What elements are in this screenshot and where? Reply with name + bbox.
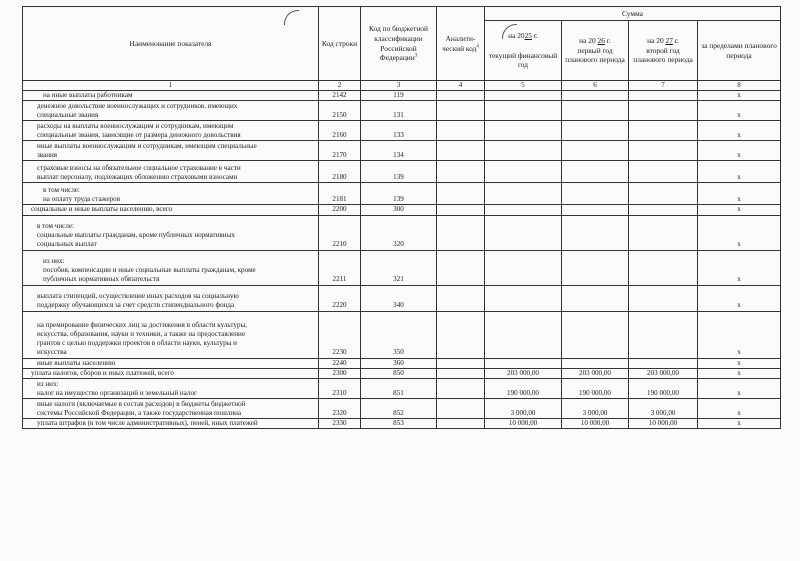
table-row xyxy=(23,141,781,161)
header-year-1: на 2025 г. текущий финансовый год xyxy=(485,21,562,81)
row-analytic xyxy=(437,161,485,183)
row-value-year-1: 3 000,00 xyxy=(485,398,562,418)
row-value-year-2 xyxy=(562,311,629,358)
row-name-line: страховые взносы на обязательное социальное страхование в части xyxy=(37,163,241,172)
row-value-year-2: 190 000,00 xyxy=(562,378,629,398)
row-name-line: социальные выплаты гражданам, кроме публичных нормативных xyxy=(37,231,235,240)
row-beyond: x xyxy=(698,205,781,215)
row-name xyxy=(23,358,319,368)
row-name-line: в том числе: xyxy=(43,185,80,194)
row-value-year-2 xyxy=(562,91,629,101)
row-name-line: специальные звания, зависящие от размера денежного довольствия xyxy=(37,131,241,140)
row-name-line: на премирование физических лиц за достижения в области культуры, xyxy=(37,320,248,329)
row-value-year-1: 10 000,00 xyxy=(485,418,562,428)
row-value-year-3 xyxy=(629,91,698,101)
row-code: 2181 xyxy=(319,183,361,205)
table-row xyxy=(23,250,781,285)
row-kbk: 300 xyxy=(361,205,437,215)
row-name xyxy=(23,378,319,398)
row-value-year-1 xyxy=(485,205,562,215)
row-code: 2142 xyxy=(319,91,361,101)
row-value-year-2 xyxy=(562,101,629,121)
budget-table xyxy=(22,6,781,429)
table-row xyxy=(23,368,781,378)
row-name-line: расходы на выплаты военнослужащим и сотрудникам, имеющим xyxy=(37,121,234,130)
table-row xyxy=(23,418,781,428)
row-kbk: 851 xyxy=(361,378,437,398)
row-value-year-1 xyxy=(485,358,562,368)
row-name-line: грантов с целью поддержки проектов в области науки, культуры и xyxy=(37,339,237,348)
table-row xyxy=(23,91,781,101)
row-kbk: 139 xyxy=(361,161,437,183)
row-value-year-2: 203 000,00 xyxy=(562,368,629,378)
row-code: 2330 xyxy=(319,418,361,428)
row-code: 2160 xyxy=(319,121,361,141)
row-name-line: искусства xyxy=(37,348,67,357)
row-kbk: 340 xyxy=(361,285,437,311)
row-name-line: поддержку обучающихся за счет средств стипендиального фонда xyxy=(37,301,235,310)
row-kbk: 133 xyxy=(361,121,437,141)
row-analytic xyxy=(437,101,485,121)
row-name-line: специальные звания xyxy=(37,111,99,120)
row-name-line: из них: xyxy=(43,256,65,265)
row-name xyxy=(23,101,319,121)
colnum: 3 xyxy=(361,81,437,91)
row-name-line: искусства, образования, науки и техники, а также на предоставление xyxy=(37,329,246,338)
row-beyond: x xyxy=(698,121,781,141)
row-analytic xyxy=(437,215,485,250)
row-beyond: x xyxy=(698,378,781,398)
header-year-2: на 20 26 г. первый год планового периода xyxy=(562,21,629,81)
row-value-year-1 xyxy=(485,101,562,121)
row-beyond: x xyxy=(698,368,781,378)
row-value-year-3: 10 000,00 xyxy=(629,418,698,428)
row-beyond: x xyxy=(698,101,781,121)
row-value-year-2 xyxy=(562,121,629,141)
row-beyond: x xyxy=(698,311,781,358)
row-name xyxy=(23,250,319,285)
table-row xyxy=(23,205,781,215)
column-numbers-row xyxy=(23,81,781,91)
row-analytic xyxy=(437,285,485,311)
row-analytic xyxy=(437,183,485,205)
row-name-line: публичных нормативных обязательств xyxy=(43,275,160,284)
row-beyond: x xyxy=(698,183,781,205)
row-value-year-1 xyxy=(485,285,562,311)
row-value-year-1 xyxy=(485,183,562,205)
row-name xyxy=(23,311,319,358)
row-kbk: 350 xyxy=(361,311,437,358)
header-analytic-code: Аналити-ческий код$^4$ xyxy=(437,7,485,81)
table-row xyxy=(23,183,781,205)
row-code: 2310 xyxy=(319,378,361,398)
row-kbk: 850 xyxy=(361,368,437,378)
row-value-year-1 xyxy=(485,311,562,358)
row-value-year-3 xyxy=(629,183,698,205)
row-name xyxy=(23,161,319,183)
row-value-year-3 xyxy=(629,285,698,311)
table-header xyxy=(23,7,781,91)
row-name-line: выплата стипендий, осуществление иных расходов на социальную xyxy=(37,292,239,301)
row-kbk: 320 xyxy=(361,215,437,250)
row-kbk: 119 xyxy=(361,91,437,101)
row-value-year-3 xyxy=(629,121,698,141)
row-name xyxy=(23,368,319,378)
row-code: 2320 xyxy=(319,398,361,418)
row-value-year-1 xyxy=(485,141,562,161)
row-analytic xyxy=(437,121,485,141)
header-name: Наименование показателя xyxy=(23,7,319,81)
row-beyond: x xyxy=(698,141,781,161)
row-analytic xyxy=(437,205,485,215)
row-name xyxy=(23,398,319,418)
row-analytic xyxy=(437,311,485,358)
row-value-year-3 xyxy=(629,205,698,215)
colnum: 8 xyxy=(698,81,781,91)
row-value-year-3 xyxy=(629,101,698,121)
row-name-line: звания xyxy=(37,151,58,160)
row-code: 2300 xyxy=(319,368,361,378)
row-value-year-1 xyxy=(485,161,562,183)
row-value-year-2 xyxy=(562,358,629,368)
row-analytic xyxy=(437,91,485,101)
row-beyond: x xyxy=(698,161,781,183)
table-body xyxy=(23,91,781,429)
row-code: 2240 xyxy=(319,358,361,368)
row-name-line: уплата налогов, сборов и иных платежей, всего xyxy=(31,368,174,377)
table-row xyxy=(23,378,781,398)
row-value-year-2 xyxy=(562,215,629,250)
budget-plan-sheet xyxy=(22,6,780,429)
row-name-line: социальных выплат xyxy=(37,240,97,249)
row-beyond: x xyxy=(698,418,781,428)
row-beyond: x xyxy=(698,215,781,250)
row-name xyxy=(23,91,319,101)
table-row xyxy=(23,215,781,250)
row-name-line: иные налоги (включаемые в состав расходов) в бюджеты бюджетной xyxy=(37,399,246,408)
colnum: 5 xyxy=(485,81,562,91)
row-code: 2200 xyxy=(319,205,361,215)
row-beyond: x xyxy=(698,250,781,285)
row-value-year-2 xyxy=(562,205,629,215)
row-code: 2150 xyxy=(319,101,361,121)
row-name xyxy=(23,285,319,311)
row-kbk: 360 xyxy=(361,358,437,368)
row-beyond: x xyxy=(698,358,781,368)
row-value-year-1 xyxy=(485,250,562,285)
row-beyond: x xyxy=(698,91,781,101)
header-code-row: Код строки xyxy=(319,7,361,81)
row-beyond: x xyxy=(698,398,781,418)
row-name-line: налог на имущество организаций и земельный налог xyxy=(37,388,197,397)
row-value-year-3 xyxy=(629,141,698,161)
row-name-line: иные выплаты населению xyxy=(37,358,116,367)
row-analytic xyxy=(437,358,485,368)
table-row xyxy=(23,311,781,358)
row-name-line: пособия, компенсации и иные социальные выплаты гражданам, кроме xyxy=(43,266,256,275)
row-value-year-3 xyxy=(629,250,698,285)
row-kbk: 853 xyxy=(361,418,437,428)
colnum: 2 xyxy=(319,81,361,91)
row-value-year-3: 3 000,00 xyxy=(629,398,698,418)
row-value-year-1: 203 000,00 xyxy=(485,368,562,378)
row-name-line: из них: xyxy=(37,379,59,388)
row-name xyxy=(23,141,319,161)
row-code: 2170 xyxy=(319,141,361,161)
row-name-line: уплата штрафов (в том числе административных), пеней, иных платежей xyxy=(37,418,258,427)
row-analytic xyxy=(437,141,485,161)
row-name-line: на иные выплаты работникам xyxy=(43,91,133,100)
row-value-year-1 xyxy=(485,91,562,101)
table-row xyxy=(23,101,781,121)
row-value-year-1 xyxy=(485,121,562,141)
table-row xyxy=(23,285,781,311)
row-name xyxy=(23,215,319,250)
row-value-year-2 xyxy=(562,141,629,161)
row-value-year-3: 190 000,00 xyxy=(629,378,698,398)
row-name xyxy=(23,183,319,205)
colnum: 7 xyxy=(629,81,698,91)
row-name-line: на оплату труда стажеров xyxy=(43,195,121,204)
row-name-line: денежное довольствие военнослужащих и сотрудников, имеющих xyxy=(37,101,238,110)
header-year-3: на 20 27 г. второй год планового периода xyxy=(629,21,698,81)
row-kbk: 131 xyxy=(361,101,437,121)
row-code: 2180 xyxy=(319,161,361,183)
row-value-year-3: 203 000,00 xyxy=(629,368,698,378)
row-analytic xyxy=(437,378,485,398)
row-name-line: выплат персоналу, подлежащих обложению страховыми взносами xyxy=(37,173,238,182)
row-kbk: 139 xyxy=(361,183,437,205)
row-value-year-3 xyxy=(629,358,698,368)
row-value-year-3 xyxy=(629,161,698,183)
row-code: 2210 xyxy=(319,215,361,250)
row-name-line: социальные и иные выплаты населению, всего xyxy=(31,205,173,214)
row-value-year-2 xyxy=(562,285,629,311)
row-name-line: системы Российской Федерации, а также государственная пошлина xyxy=(37,408,242,417)
row-code: 2230 xyxy=(319,311,361,358)
table-row xyxy=(23,398,781,418)
row-name xyxy=(23,121,319,141)
row-kbk: 321 xyxy=(361,250,437,285)
row-analytic xyxy=(437,398,485,418)
colnum: 4 xyxy=(437,81,485,91)
row-name-line: в том числе: xyxy=(37,221,74,230)
row-code: 2211 xyxy=(319,250,361,285)
row-name-line: иные выплаты военнослужащим и сотрудникам, имеющим специальные xyxy=(37,141,257,150)
row-code: 2220 xyxy=(319,285,361,311)
table-row xyxy=(23,358,781,368)
header-sum: Сумма xyxy=(485,7,781,21)
row-kbk: 852 xyxy=(361,398,437,418)
row-analytic xyxy=(437,250,485,285)
row-value-year-1 xyxy=(485,215,562,250)
colnum: 1 xyxy=(23,81,319,91)
row-beyond: x xyxy=(698,285,781,311)
row-value-year-3 xyxy=(629,311,698,358)
row-value-year-2: 10 000,00 xyxy=(562,418,629,428)
colnum: 6 xyxy=(562,81,629,91)
row-name xyxy=(23,418,319,428)
row-analytic xyxy=(437,368,485,378)
row-value-year-2: 3 000,00 xyxy=(562,398,629,418)
header-beyond-period: за пределами планового периода xyxy=(698,21,781,81)
row-name xyxy=(23,205,319,215)
row-value-year-2 xyxy=(562,161,629,183)
header-budget-code: Код по бюджетной классификации Российской Федерации$^3$ xyxy=(361,7,437,81)
row-kbk: 134 xyxy=(361,141,437,161)
row-value-year-1: 190 000,00 xyxy=(485,378,562,398)
row-value-year-2 xyxy=(562,183,629,205)
row-value-year-3 xyxy=(629,215,698,250)
table-row xyxy=(23,161,781,183)
row-analytic xyxy=(437,418,485,428)
row-value-year-2 xyxy=(562,250,629,285)
table-row xyxy=(23,121,781,141)
